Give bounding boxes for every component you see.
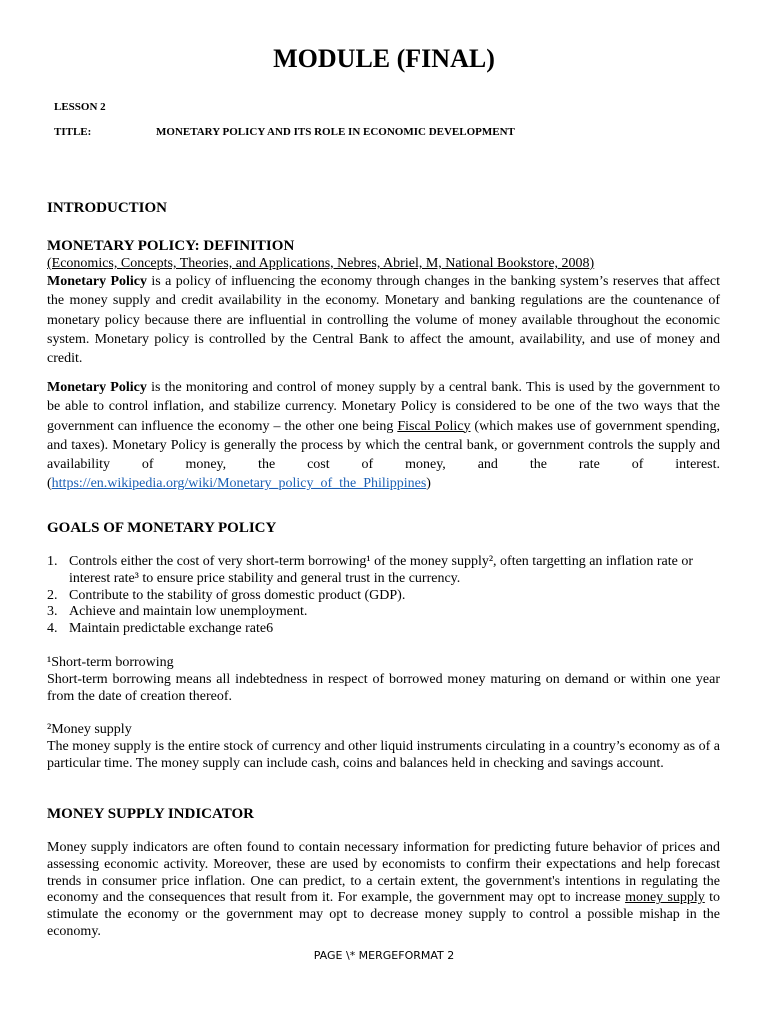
paragraph-text: ) bbox=[426, 476, 431, 492]
fiscal-policy-term: Fiscal Policy bbox=[397, 418, 471, 434]
wikipedia-link[interactable]: https://en.wikipedia.org/wiki/Monetary_policy_of_the_Philippines bbox=[51, 476, 427, 492]
goals-heading: GOALS OF MONETARY POLICY bbox=[47, 520, 277, 536]
list-item bbox=[47, 588, 727, 605]
note-2-title: ²Money supply bbox=[47, 722, 132, 737]
list-number: 4. bbox=[47, 621, 58, 637]
paragraph-text: is a policy of influencing the economy through changes in the banking system’s reserves that affect the money supply and credit availability in the economy. Monetary and banking regulations are the countenance of monetary policy because there are influential in controlling the volume of money available throughout the economic system. Monetary policy is controlled by the Central Bank to affect the amount, availability, and use of money and credit. bbox=[47, 274, 721, 367]
definition-paragraph-2 bbox=[47, 378, 720, 494]
indicator-paragraph bbox=[47, 840, 720, 941]
paragraph-text: is the monitoring and control of money supply by a central bank. This is used by the government to be able to control inflation, and stabilize currency. Monetary Policy is considered to be one of the two ways that the government can influence the economy – the other one being bbox=[47, 380, 720, 434]
list-text: Achieve and maintain low unemployment. bbox=[69, 604, 308, 620]
paragraph-text: to stimulate the economy or the government may opt to decrease money supply to control a possible mishap in the economy. bbox=[47, 890, 721, 939]
definition-source: (Economics, Concepts, Theories, and Applications, Nebres, Abriel, M, National Bookstore, 2008) bbox=[47, 256, 595, 271]
money-supply-link[interactable]: money supply bbox=[625, 890, 705, 906]
indicator-heading: MONEY SUPPLY INDICATOR bbox=[47, 806, 254, 822]
paragraph-text: (which makes use of government spending, and taxes). Monetary Policy is generally the process by which the central bank, or government controls the supply and availability of money, the cost of money, and the rate of interest. ( bbox=[47, 418, 720, 492]
introduction-heading: INTRODUCTION bbox=[47, 200, 168, 216]
list-number: 3. bbox=[47, 604, 58, 620]
term-monetary-policy: Monetary Policy bbox=[47, 380, 147, 395]
list-item bbox=[47, 554, 727, 588]
note-1-text: Short-term borrowing means all indebtedness in respect of borrowed money maturing on demand or within one year from the date of creation thereof. bbox=[47, 672, 720, 704]
goals-list bbox=[47, 554, 727, 638]
paragraph-text: Money supply indicators are often found to contain necessary information for predicting future behavior of prices and assessing economic activity. Moreover, these are used by economists to confirm their expectations and help forecast trends in consumer price inflation. One can predict, to a certain extent, the government's intentions in regulating the economy and the consequences that result from it. For example, the government may opt to increase bbox=[47, 840, 720, 906]
note-1-title: ¹Short-term borrowing bbox=[47, 655, 174, 670]
list-item bbox=[47, 604, 727, 621]
definition-heading: MONETARY POLICY: DEFINITION bbox=[47, 238, 295, 254]
lesson-number: LESSON 2 bbox=[54, 101, 106, 113]
list-text: Controls either the cost of very short-term borrowing¹ of the money supply², often targetting an inflation rate or interest rate³ to ensure price stability and general trust in the currency. bbox=[69, 554, 693, 586]
list-text: Maintain predictable exchange rate6 bbox=[69, 621, 274, 637]
title-value: MONETARY POLICY AND ITS ROLE IN ECONOMIC DEVELOPMENT bbox=[156, 126, 515, 138]
list-number: 1. bbox=[47, 554, 58, 569]
list-number: 2. bbox=[47, 587, 58, 603]
list-item bbox=[47, 621, 727, 638]
page-footer: PAGE \* MERGEFORMAT 2 bbox=[313, 949, 455, 962]
title-label: TITLE: bbox=[54, 126, 92, 138]
list-text: Contribute to the stability of gross domestic product (GDP). bbox=[69, 587, 406, 603]
term-monetary-policy: Monetary Policy bbox=[47, 274, 148, 289]
definition-paragraph-1 bbox=[47, 272, 720, 368]
note-2-text: The money supply is the entire stock of currency and other liquid instruments circulating in a country’s economy as of a particular time. The money supply can include cash, coins and balances held in checking and savings account. bbox=[47, 739, 720, 771]
page-title: MODULE (FINAL) bbox=[273, 44, 495, 73]
